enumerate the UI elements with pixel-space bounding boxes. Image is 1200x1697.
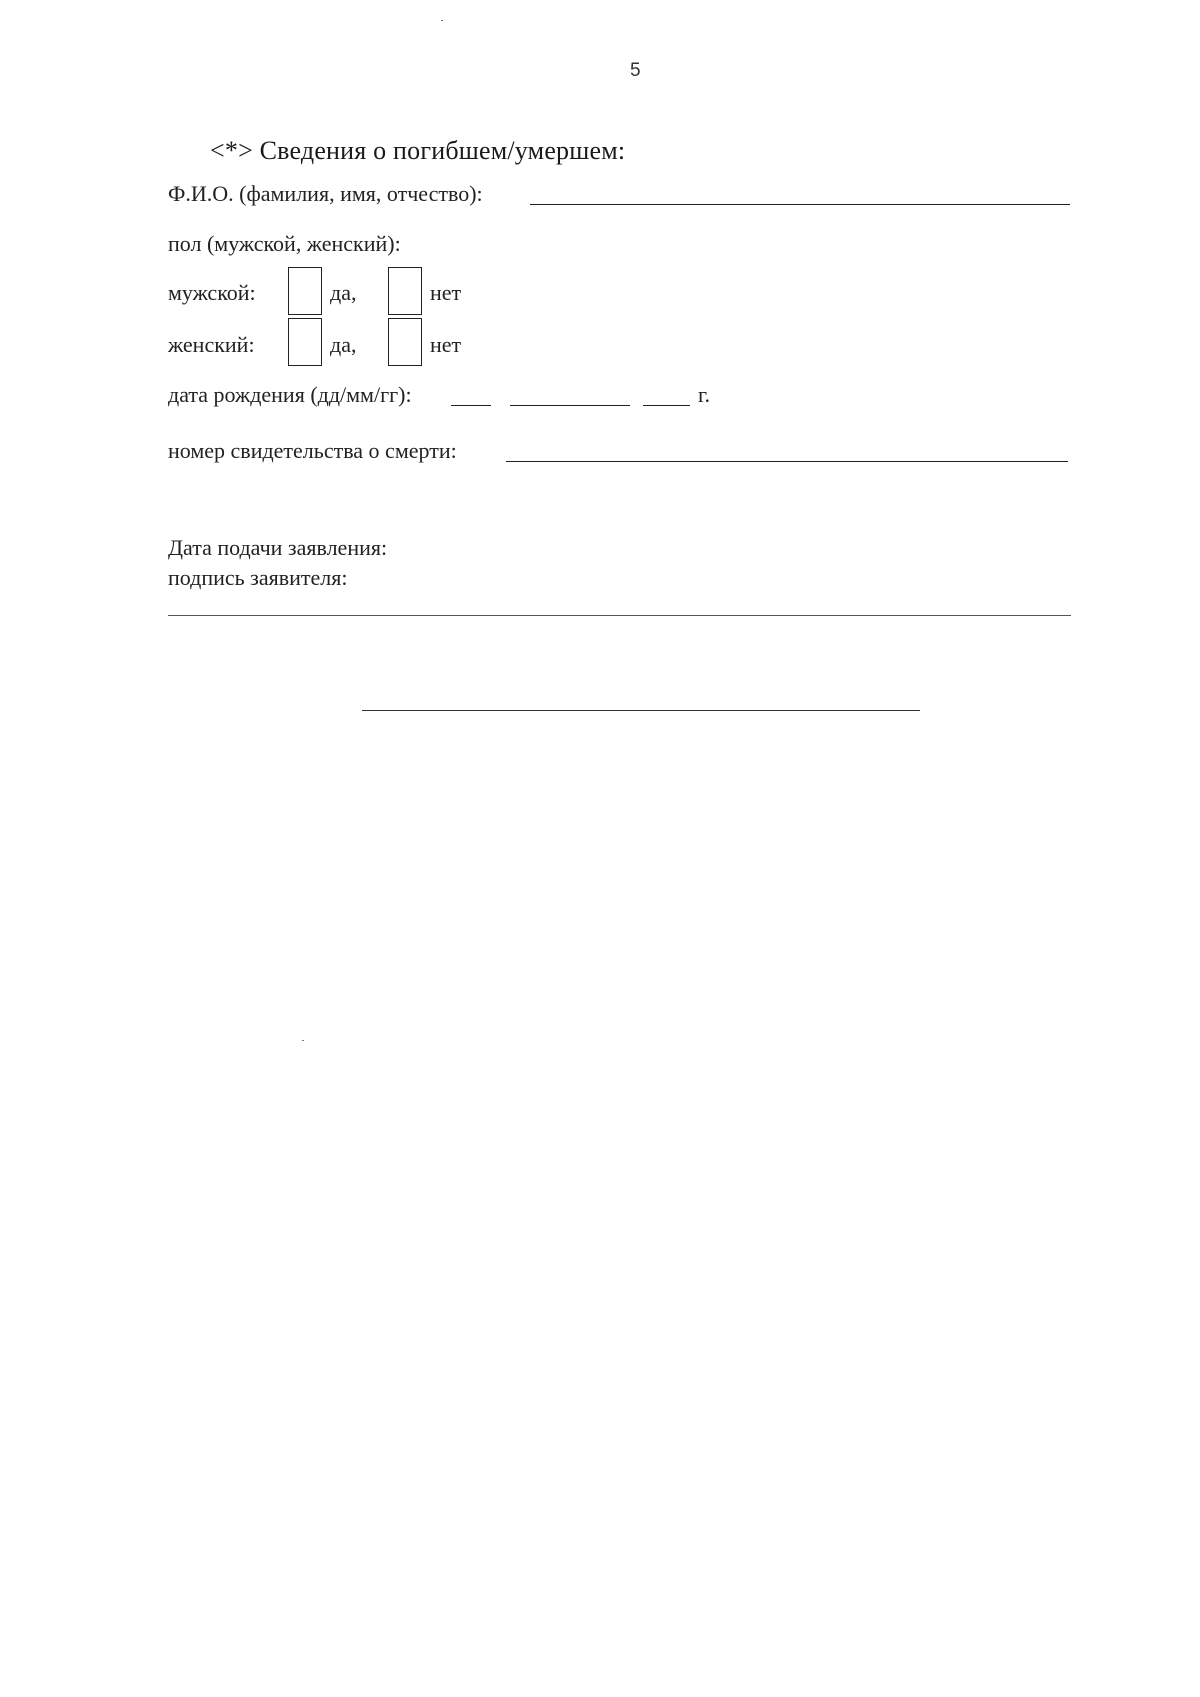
closing-separator <box>362 710 920 711</box>
male-no-checkbox[interactable] <box>388 267 422 315</box>
birth-month-field[interactable] <box>510 405 630 406</box>
application-date-label: Дата подачи заявления: <box>168 535 388 560</box>
page-number: 5 <box>630 60 641 81</box>
death-certificate-label: номер свидетельства о смерти: <box>168 438 457 463</box>
male-yes-checkbox[interactable] <box>288 267 322 315</box>
male-no-label: нет <box>430 280 462 305</box>
year-suffix: г. <box>698 382 711 407</box>
section-heading: <*> Сведения о погибшем/умершем: <box>210 136 626 165</box>
female-label: женский: <box>168 332 255 357</box>
fio-label: Ф.И.О. (фамилия, имя, отчество): <box>168 181 483 206</box>
signature-line[interactable] <box>168 615 1071 616</box>
male-label: мужской: <box>168 280 256 305</box>
birth-date-label: дата рождения (дд/мм/гг): <box>168 382 412 407</box>
scan-speck <box>302 1040 304 1041</box>
fio-field[interactable] <box>530 204 1070 205</box>
female-yes-label: да, <box>330 332 357 357</box>
female-yes-checkbox[interactable] <box>288 318 322 366</box>
scan-speck <box>441 20 443 21</box>
death-certificate-field[interactable] <box>506 461 1068 462</box>
female-no-label: нет <box>430 332 462 357</box>
sex-label: пол (мужской, женский): <box>168 231 401 256</box>
signature-label: подпись заявителя: <box>168 565 348 590</box>
female-no-checkbox[interactable] <box>388 318 422 366</box>
male-yes-label: да, <box>330 280 357 305</box>
birth-day-field[interactable] <box>451 405 491 406</box>
birth-year-field[interactable] <box>643 405 690 406</box>
